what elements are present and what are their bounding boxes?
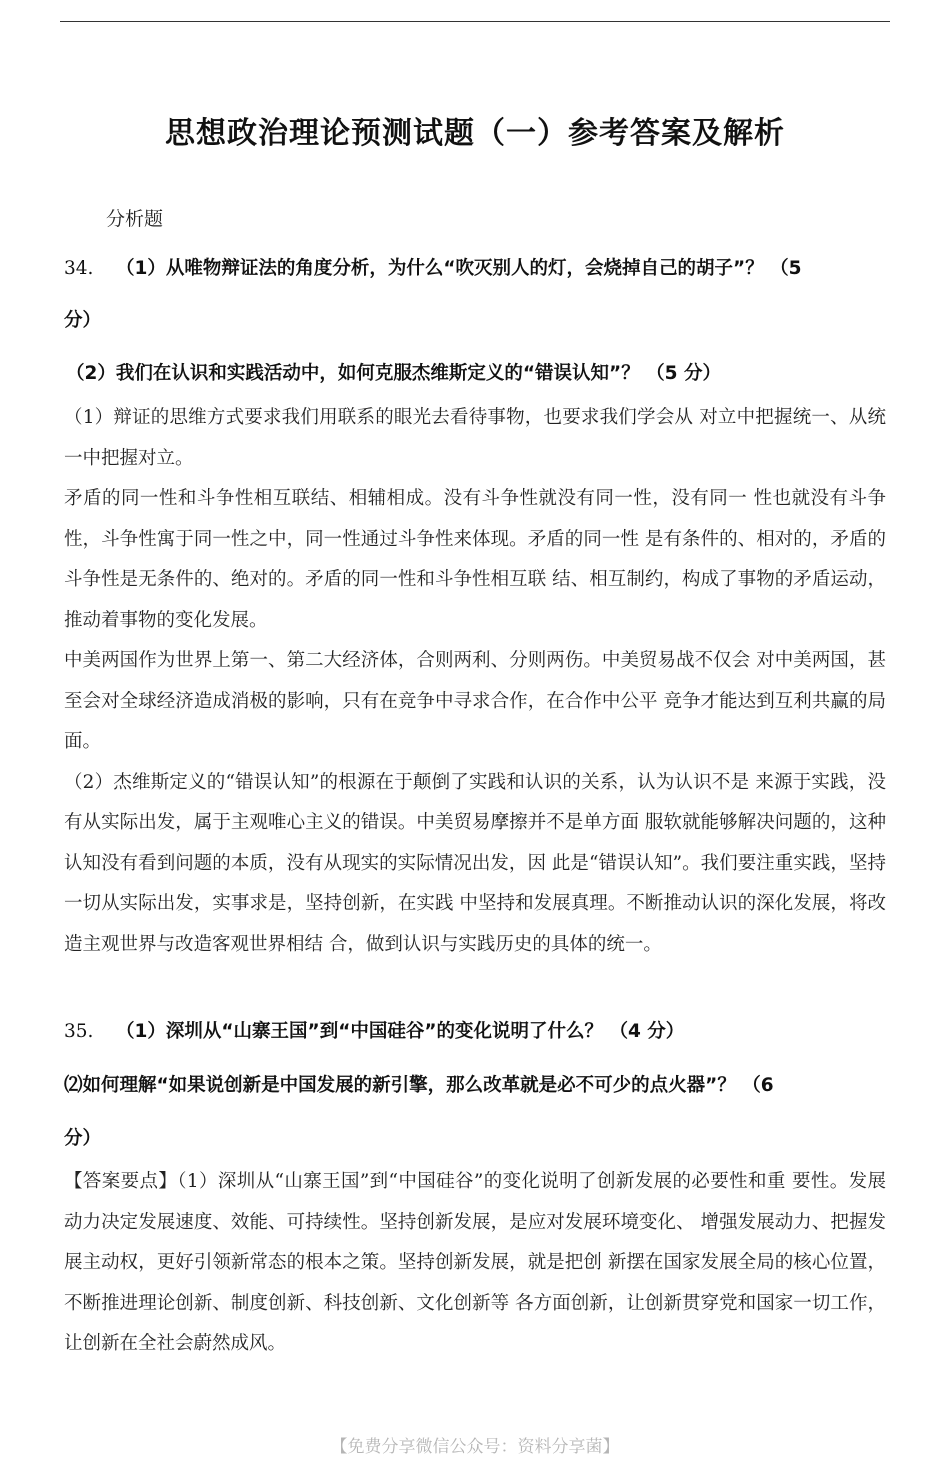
question-34-part2: （2）我们在认识和实践活动中，如何克服杰维斯定义的“错误认知”？ （5 分） xyxy=(66,363,721,384)
page-title: 思想政治理论预测试题（一）参考答案及解析 xyxy=(165,116,785,151)
section-heading: 分析题 xyxy=(106,208,164,230)
question-35-number: 35. xyxy=(64,1021,94,1042)
answer-35-paragraph-1: 【答案要点】（1）深圳从“山寨王国”到“中国硅谷”的变化说明了创新发展的必要性和重 要性。发展动力决定发展速度、效能、可持续性。坚持创新发展，是应对发展环境变化、 增强发展动力、把握发展主动权，更好引领新常态的根本之策。坚持创新发展，就是把创 新摆在国家发展全局的核心位置，不断推进理论创新、制度创新、科技创新、文化创新等 各方面创新，让创新贯穿党和国家一切工作，让创新在全社会蔚然成风。 xyxy=(64,1171,886,1354)
question-35-part1: 35. （1）深圳从“山寨王国”到“中国硅谷”的变化说明了什么？ （4 分） xyxy=(64,1021,685,1042)
watermark-footer: 【免费分享微信公众号：资料分享菌】 xyxy=(330,1437,620,1457)
answer-34-paragraph-1: （1）辩证的思维方式要求我们用联系的眼光去看待事物，也要求我们学会从 对立中把握统一、从统一中把握对立。 xyxy=(64,407,886,469)
answer-35 xyxy=(64,1162,886,1365)
question-34-number: 34. xyxy=(64,258,94,279)
question-35-part2-line2: 分） xyxy=(64,1128,102,1149)
question-35-part2-line1: ⑵如何理解“如果说创新是中国发展的新引擎，那么改革就是必不可少的点火器”？ （6 xyxy=(64,1075,774,1096)
question-34-part1-line1: 34. （1）从唯物辩证法的角度分析，为什么“吹灭别人的灯，会烧掉自己的胡子”？ （5 xyxy=(64,258,802,279)
question-34-part1-line2: 分） xyxy=(64,310,102,331)
answer-34 xyxy=(64,398,886,965)
answer-34-paragraph-4: （2）杰维斯定义的“错误认知”的根源在于颠倒了实践和认识的关系，认为认识不是 来源于实践，没有从实际出发，属于主观唯心主义的错误。中美贸易摩擦并不是单方面 服软就能够解决问题的，这种认知没有看到问题的本质，没有从现实的实际情况出发，因 此是“错误认知”。我们要注重实践，坚持一切从实际出发，实事求是，坚持创新，在实践 中坚持和发展真理。不断推动认识的深化发展，将改造主观世界与改造客观世界相结 合，做到认识与实践历史的具体的统一。 xyxy=(64,771,886,955)
top-divider xyxy=(60,21,890,22)
answer-34-paragraph-2: 矛盾的同一性和斗争性相互联结、相辅相成。没有斗争性就没有同一性，没有同一 性也就没有斗争性，斗争性寓于同一性之中，同一性通过斗争性来体现。矛盾的同一性 是有条件的、相对的，矛盾的斗争性是无条件的、绝对的。矛盾的同一性和斗争性相互联 结、相互制约，构成了事物的矛盾运动，推动着事物的变化发展。 xyxy=(64,488,886,631)
answer-34-paragraph-3: 中美两国作为世界上第一、第二大经济体，合则两利、分则两伤。中美贸易战不仅会 对中美两国，甚至会对全球经济造成消极的影响，只有在竞争中寻求合作，在合作中公平 竞争才能达到互利共赢的局面。 xyxy=(64,650,886,752)
